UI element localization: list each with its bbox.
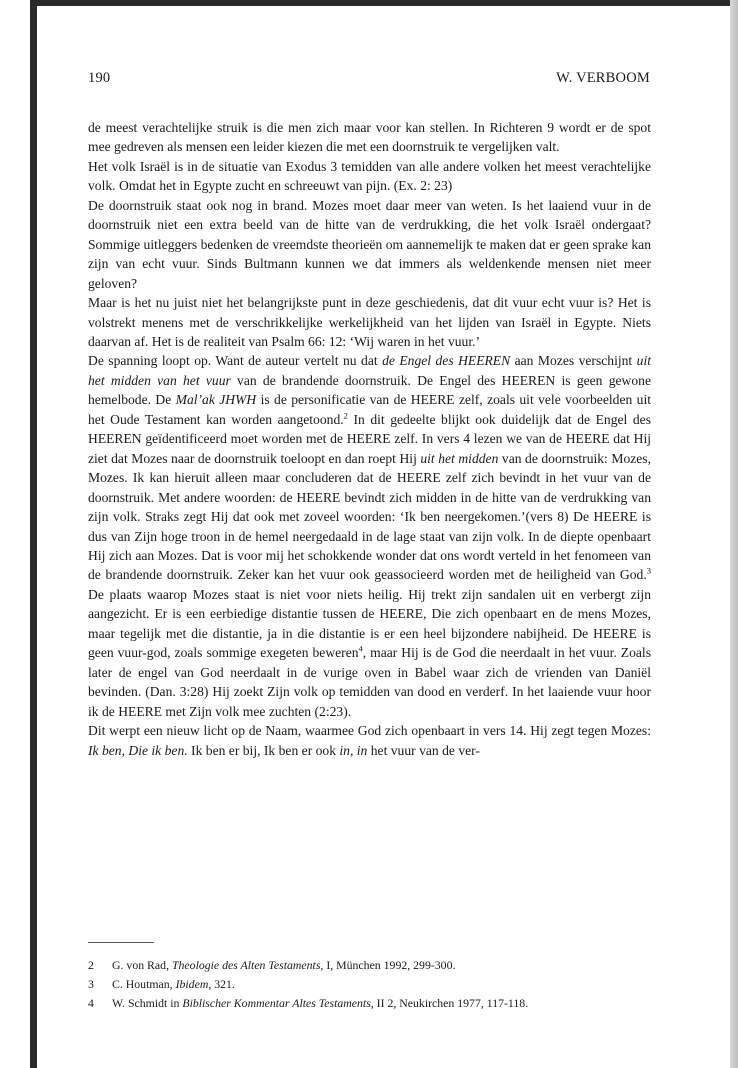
- text-run: , I, München 1992, 299-300.: [320, 958, 456, 972]
- scan-border-right: [730, 0, 738, 1068]
- footnotes: [88, 956, 651, 1013]
- footnote-text: [112, 994, 528, 1013]
- text-run: , II 2, Neukirchen 1977, 117-118.: [370, 996, 529, 1010]
- text-run: G. von Rad,: [112, 958, 172, 972]
- text-run: , 321.: [208, 977, 235, 991]
- footnote-text: [112, 975, 235, 994]
- text-run: Maar is het nu juist niet het belangrijkste punt in deze geschiedenis, dat dit vuur echt vuur is? Het is volstrekt menens met de verschrikkelijke werkelijkheid van het lijden van Israël in Egypte. Niets daarvan af. Het is de realiteit van Psalm 66: 12: ‘Wij waren in het vuur.’: [88, 295, 651, 349]
- italic-text: uit het midden: [420, 450, 499, 466]
- paragraph: [88, 118, 651, 157]
- text-run: aan Mozes verschijnt: [510, 353, 637, 369]
- text-run: Dit werpt een nieuw licht op de Naam, waarmee God zich openbaart in vers 14. Hij zegt tegen Mozes:: [88, 723, 651, 739]
- italic-text: uit het midden van het vuur: [88, 353, 651, 388]
- scan-border-top: [30, 0, 738, 6]
- paragraph: [88, 721, 651, 760]
- scan-border-left: [30, 0, 37, 1068]
- italic-text: de Engel des HEEREN: [382, 353, 511, 369]
- footnote-number: 2: [88, 958, 94, 972]
- text-run: De spanning loopt op. Want de auteur vertelt nu dat: [88, 353, 383, 369]
- page-number: 190: [88, 70, 111, 86]
- paragraph: [88, 293, 651, 351]
- body-text: [88, 118, 651, 760]
- text-run: De plaats waarop Mozes staat is niet voor niets heilig. Hij trekt zijn sandalen uit en verbergt zijn aangezicht. Er is een eerbiedige distantie tussen de HEERE, Die zich openbaart en de mens Mozes, maar tegelijk met die distantie, ja in die distantie is er een heel bijzondere nabijheid. De HEERE is geen vuur-god, zoals sommige exegeten beweren: [88, 586, 651, 661]
- footnote: [88, 956, 651, 975]
- text-run: W. Schmidt in: [112, 996, 183, 1010]
- italic-text: Ik ben, Die ik ben.: [88, 742, 188, 758]
- italic-text: in, in: [339, 742, 368, 758]
- footnote: [88, 975, 651, 994]
- italic-text: Mal’ak JHWH: [175, 392, 257, 408]
- footnote-number: 3: [88, 977, 94, 991]
- footnote-rule: [88, 942, 154, 943]
- text-run: van de doornstruik: Mozes, Mozes. Ik kan hieruit alleen maar concluderen dat de HEERE zelf zich bevindt in het vuur van de doornstruik. Met andere woorden: de HEERE bevindt zich midden in de hitte van de verdrukking van zijn volk. Straks zegt Hij dat ook met zoveel woorden: ‘Ik ben neergekomen.’(vers 8) De HEERE is dus van Zijn hoge troon in de hemel neergedaald in de lage staat van zijn volk. In de diepte openbaart Hij zich aan Mozes. Dat is voor mij het schokkende wonder dat ons wordt verteld in het fenomeen van de brandende doornstruik. Zeker kan het vuur ook geassocieerd worden met de heiligheid van God.: [88, 450, 651, 583]
- footnote-number: 4: [88, 996, 94, 1010]
- footnote-reference: 3: [646, 565, 651, 576]
- text-run: Het volk Israël is in de situatie van Exodus 3 temidden van alle andere volken het meest verachtelijke volk. Omdat het in Egypte zucht en schreeuwt van pijn. (Ex. 2: 23): [88, 158, 651, 194]
- running-head-author: W. VERBOOM: [556, 70, 650, 86]
- footnote-reference: 4: [358, 643, 363, 654]
- text-run: is de personificatie van de HEERE zelf, zoals uit vele voorbeelden uit het Oude Testament kan worden aangetoond.: [88, 392, 651, 427]
- italic-text: Biblischer Kommentar Altes Testaments: [182, 996, 371, 1010]
- text-run: In dit gedeelte blijkt ook duidelijk dat de Engel des HEEREN geïdentificeerd moet worden met de HEERE zelf. In vers 4 lezen we van de HEERE dat Hij ziet dat Mozes naar de doornstruik toeloopt en dan roept Hij: [88, 411, 651, 466]
- text-run: de meest verachtelijke struik is die men zich maar voor kan stellen. In Richteren 9 wordt er de spot mee gedreven als mensen een leider kiezen die met een doornstruik te vergelijken valt.: [88, 120, 651, 155]
- footnote-reference: 2: [343, 410, 348, 421]
- text-run: C. Houtman,: [112, 977, 176, 991]
- paragraph: [88, 351, 651, 721]
- footnote-text: [112, 956, 455, 975]
- text-run: van de brandende doornstruik. De Engel des HEEREN is geen gewone hemelbode. De: [88, 372, 652, 408]
- italic-text: Theologie des Alten Testaments: [171, 958, 321, 972]
- footnote: [88, 994, 651, 1013]
- paragraph: [88, 196, 651, 293]
- text-run: het vuur van de ver-: [367, 742, 480, 758]
- italic-text: Ibidem: [175, 977, 209, 991]
- text-run: De doornstruik staat ook nog in brand. Mozes moet daar meer van weten. Is het laaiend vuur in de doornstruik niet een extra beeld van de hitte van de verdrukking, die het volk Israël ondergaat? Sommige uitleggers bedenken de vreemdste theorieën om aannemelijk te maken dat er geen sprake kan zijn van echt vuur. Sinds Bultmann kunnen we dat immers als weldenkende mensen niet meer geloven?: [88, 197, 651, 291]
- paragraph: [88, 157, 651, 196]
- text-run: Ik ben er bij, Ik ben er ook: [187, 742, 340, 758]
- text-run: , maar Hij is de God die neerdaalt in het vuur. Zoals later de engel van God neerdaalt in de vurige oven in Babel waar zich de vrienden van Daniël bevinden. (Dan. 3:28) Hij zoekt Zijn volk op temidden van dood en verderf. In het laaiende vuur hoor ik de HEERE met Zijn volk mee zuchten (2:23).: [88, 645, 651, 719]
